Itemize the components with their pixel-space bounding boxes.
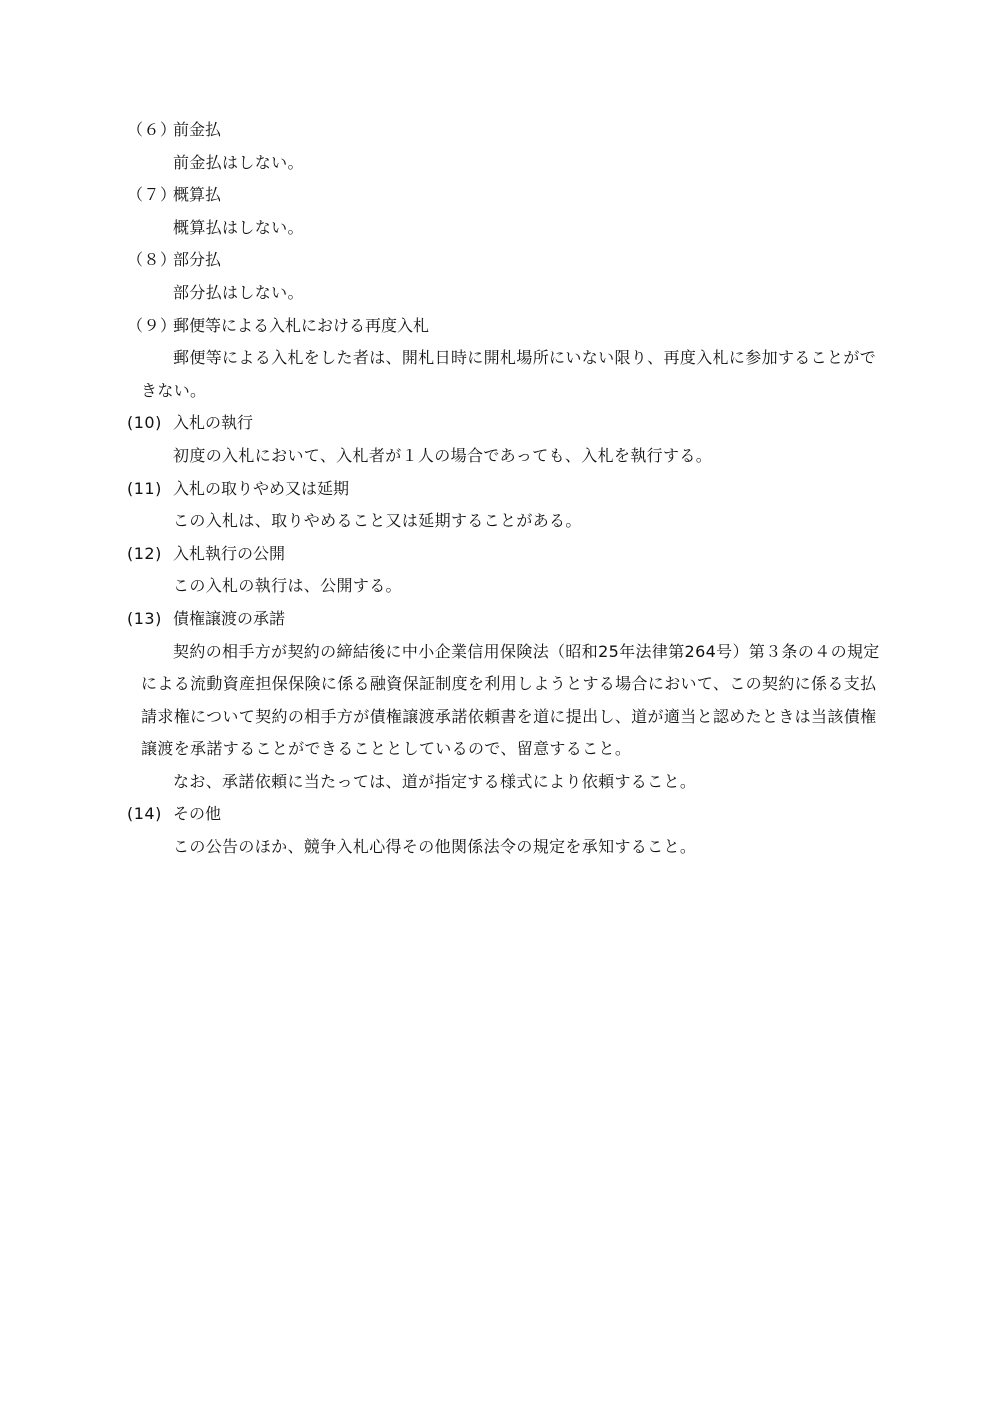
section-paragraph: 概算払はしない。 [173,217,304,237]
section-number: (14) [127,804,162,824]
document-content [127,114,887,864]
section-body [127,440,887,473]
section-6 [127,114,887,179]
section-number: (10) [127,413,162,433]
section-number: （７） [127,185,177,205]
section-title: 部分払 [173,250,222,270]
section-paragraph: この公告のほか、競争入札心得その他関係法令の規定を承知すること。 [173,837,697,857]
section-body [127,342,887,407]
section-heading [127,603,887,636]
section-paragraph: なお、承諾依頼に当たっては、道が指定する様式により依頼すること。 [173,771,697,791]
section-title: 郵便等による入札における再度入札 [173,315,430,335]
section-number: (13) [127,608,162,628]
section-number: （８） [127,250,177,270]
section-body [127,570,887,603]
section-title: その他 [173,804,222,824]
section-14 [127,798,887,863]
section-13 [127,603,887,799]
section-7 [127,179,887,244]
section-heading [127,798,887,831]
section-title: 入札の執行 [173,413,254,433]
section-paragraph: 前金払はしない。 [173,152,304,172]
section-paragraph: 契約の相手方が契約の締結後に中小企業信用保険法（昭和25年法律第264号）第３条の４の規定による流動資産担保保険に係る融資保証制度を利用しようとする場合において、この契約に係る支払請求権について契約の相手方が債権譲渡承諾依頼書を道に提出し、道が適当と認めたときは当該債権譲渡を承諾することができることとしているので、留意すること。 [141,641,880,759]
section-number: （６） [127,120,177,139]
section-body [127,831,887,864]
section-heading [127,244,887,277]
section-10 [127,407,887,472]
section-body [127,277,887,310]
section-paragraph: この入札の執行は、公開する。 [173,576,402,596]
section-title: 前金払 [173,120,222,139]
section-title: 入札の取りやめ又は延期 [173,478,350,498]
section-body [127,147,887,180]
section-body [127,212,887,245]
section-8 [127,244,887,309]
section-body [127,505,887,538]
section-paragraph: 部分払はしない。 [173,282,304,302]
section-heading [127,114,887,147]
section-number: (11) [127,478,162,498]
section-number: （９） [127,315,177,335]
section-paragraph: 初度の入札において、入札者が１人の場合であっても、入札を執行する。 [173,445,713,465]
section-title: 債権譲渡の承諾 [173,608,286,628]
section-heading [127,407,887,440]
section-12 [127,538,887,603]
section-body [127,636,887,799]
section-paragraph: 郵便等による入札をした者は、開札日時に開札場所にいない限り、再度入札に参加することができない。 [141,348,877,400]
section-number: (12) [127,543,162,563]
section-9 [127,310,887,408]
section-title: 概算払 [173,185,222,205]
section-heading [127,473,887,506]
section-heading [127,538,887,571]
section-heading [127,179,887,212]
section-11 [127,473,887,538]
section-heading [127,310,887,343]
section-title: 入札執行の公開 [173,543,286,563]
section-paragraph: この入札は、取りやめること又は延期することがある。 [173,511,582,531]
